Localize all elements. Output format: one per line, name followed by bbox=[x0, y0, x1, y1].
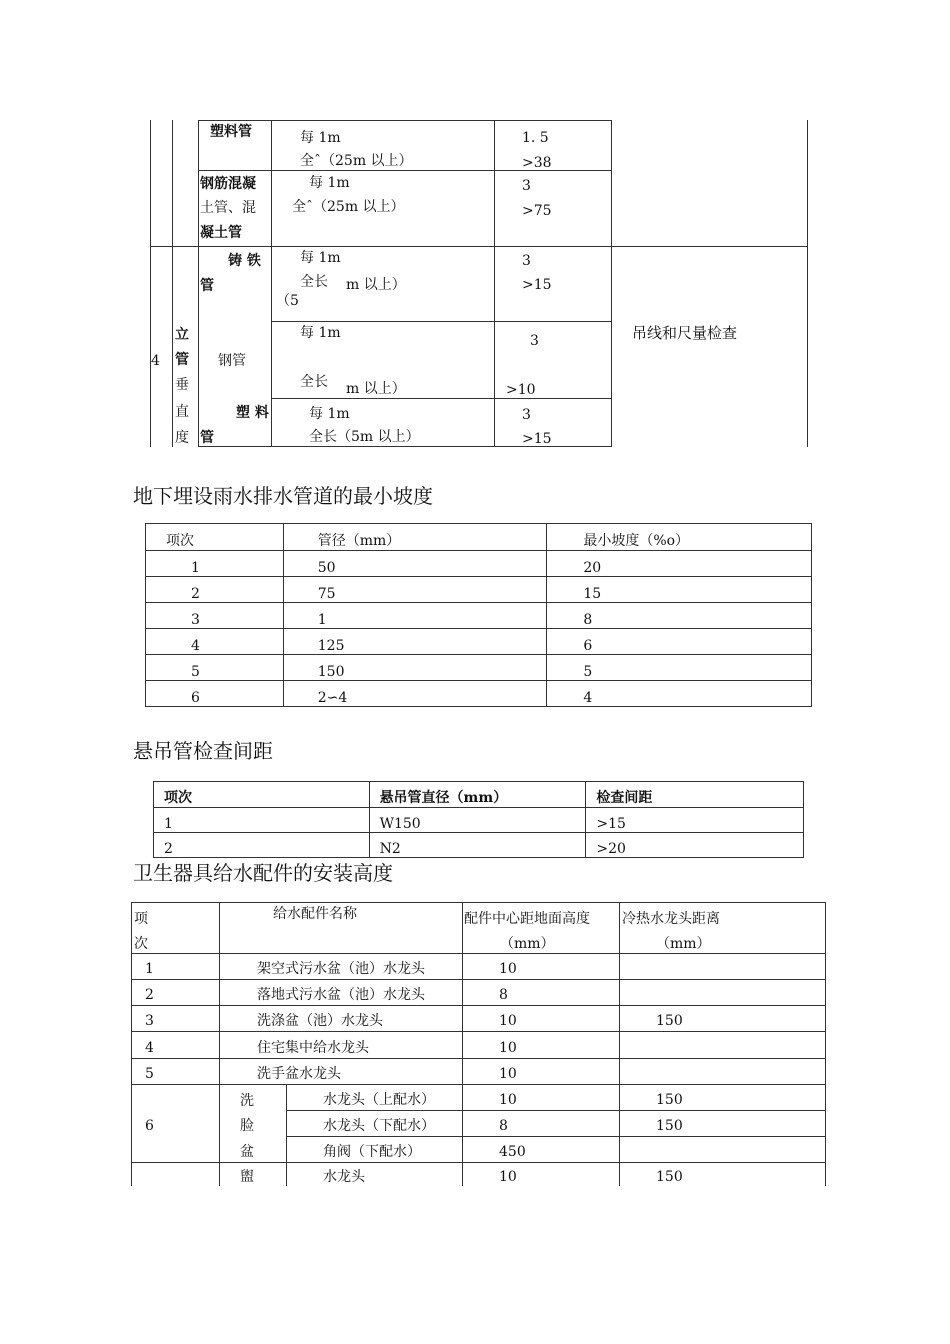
table-cell: 75 bbox=[283, 577, 547, 603]
table-cell: 4 bbox=[145, 1040, 154, 1056]
table-cell: 1 bbox=[154, 808, 370, 833]
item-number: 4 bbox=[151, 353, 160, 369]
per-meter-text: 每 1m bbox=[300, 325, 341, 341]
table-cell: 8 bbox=[499, 987, 508, 1003]
table-cell: 10 bbox=[499, 1092, 517, 1108]
table-cell: 3 bbox=[146, 603, 284, 629]
table-border bbox=[198, 120, 612, 121]
basin-label-char: 盆 bbox=[240, 1144, 254, 1160]
table-cell: 150 bbox=[656, 1092, 683, 1108]
basin-label-char: 脸 bbox=[240, 1118, 254, 1134]
tolerance-value: 3 bbox=[522, 178, 531, 194]
rc-pipe-label: 土管、混 bbox=[200, 200, 256, 216]
table-cell: 150 bbox=[656, 1169, 683, 1185]
table-cell: 洗手盆水龙头 bbox=[257, 1066, 341, 1082]
column-header: 配件中心距地面高度 bbox=[464, 911, 590, 927]
table-cell: 15 bbox=[547, 577, 812, 603]
table-cell: 50 bbox=[283, 551, 547, 577]
table-cell: 10 bbox=[499, 1013, 517, 1029]
table-cell: 6 bbox=[547, 629, 812, 655]
table-cell: 落地式污水盆（池）水龙头 bbox=[257, 987, 425, 1003]
column-header: 次 bbox=[134, 936, 148, 952]
table-cell: 10 bbox=[499, 961, 517, 977]
table-cell: 5 bbox=[547, 655, 812, 681]
full-length-text: m 以上） bbox=[346, 277, 406, 293]
table-border bbox=[271, 398, 612, 399]
table-row bbox=[146, 603, 812, 629]
table-border bbox=[150, 246, 808, 247]
table-border bbox=[131, 902, 826, 903]
item-name-char: 管 bbox=[175, 352, 189, 368]
column-header: （mm） bbox=[656, 936, 711, 952]
tolerance-value: >75 bbox=[522, 203, 552, 219]
column-header: 给水配件名称 bbox=[273, 906, 357, 922]
table-border bbox=[825, 902, 826, 1186]
tolerance-value: 3 bbox=[530, 333, 539, 349]
tolerance-value: >15 bbox=[522, 431, 552, 447]
column-header: 项次 bbox=[146, 524, 284, 551]
inspection-method: 吊线和尺量检查 bbox=[632, 324, 738, 342]
table-cell: 2 bbox=[145, 987, 154, 1003]
column-header: 项 bbox=[134, 911, 148, 927]
table-cell: 5 bbox=[146, 655, 284, 681]
column-header: 管径（mm） bbox=[283, 524, 547, 551]
table-cell: 洗涤盆（池）水龙头 bbox=[257, 1013, 383, 1029]
column-header: 检查间距 bbox=[586, 782, 804, 808]
item-name-char: 度 bbox=[175, 430, 189, 446]
table-border bbox=[462, 902, 463, 1186]
tolerance-value: 3 bbox=[522, 407, 531, 423]
table-border bbox=[131, 953, 826, 954]
hanging-pipe-table bbox=[153, 781, 804, 858]
full-length-text: 全长 bbox=[300, 274, 328, 290]
table-cell: 4 bbox=[547, 681, 812, 707]
table-cell: 水龙头（上配水） bbox=[323, 1092, 435, 1108]
table-border bbox=[807, 120, 808, 447]
plastic-pipe-label: 塑 料 bbox=[236, 405, 269, 421]
per-meter-text: 每 1m bbox=[309, 175, 350, 191]
table-cell: 角阀（下配水） bbox=[323, 1144, 421, 1160]
column-header: 最小坡度（%o） bbox=[547, 524, 812, 551]
table-cell: 10 bbox=[499, 1040, 517, 1056]
table-row bbox=[146, 655, 812, 681]
tolerance-value: >10 bbox=[506, 382, 536, 398]
table-cell: 水龙头（下配水） bbox=[323, 1118, 435, 1134]
table-border bbox=[131, 1058, 826, 1059]
table-cell: 150 bbox=[656, 1118, 683, 1134]
tolerance-value: >15 bbox=[522, 277, 552, 293]
rc-pipe-label: 钢筋混凝 bbox=[200, 176, 256, 192]
table-cell: >15 bbox=[586, 808, 804, 833]
table-cell: 150 bbox=[283, 655, 547, 681]
per-meter-text: 每 1m bbox=[300, 130, 341, 146]
table-cell: 2 bbox=[146, 577, 284, 603]
item-number: 6 bbox=[145, 1118, 154, 1134]
table-border bbox=[131, 1084, 826, 1085]
table-border bbox=[286, 1110, 826, 1111]
plastic-pipe-label: 塑料管 bbox=[210, 124, 252, 140]
table-cell: 1 bbox=[145, 961, 154, 977]
table-border bbox=[271, 321, 612, 322]
table-cell: 5 bbox=[145, 1066, 154, 1082]
item-name-char: 立 bbox=[175, 327, 189, 343]
full-length-text: （5 bbox=[276, 293, 299, 309]
table-cell: 8 bbox=[499, 1118, 508, 1134]
table-border bbox=[150, 120, 151, 447]
table-cell: >20 bbox=[586, 833, 804, 858]
tolerance-value: 3 bbox=[522, 253, 531, 269]
table-cell: 10 bbox=[499, 1169, 517, 1185]
per-meter-text: 每 1m bbox=[309, 406, 350, 422]
table-border bbox=[172, 120, 173, 447]
table-row bbox=[154, 833, 804, 858]
table-cell: N2 bbox=[369, 833, 586, 858]
table-cell: W150 bbox=[369, 808, 586, 833]
table-cell: 2 bbox=[154, 833, 370, 858]
slope-table bbox=[145, 523, 812, 707]
table-row bbox=[146, 551, 812, 577]
table-border bbox=[286, 1136, 826, 1137]
full-length-text: 全ˆ（25m 以上） bbox=[292, 199, 405, 215]
basin-label-char: 洗 bbox=[240, 1093, 254, 1109]
full-length-text: 全长（5m 以上） bbox=[309, 429, 420, 445]
steel-pipe-label: 钢管 bbox=[218, 353, 246, 369]
full-length-text: 全ˆ（25m 以上） bbox=[300, 153, 413, 169]
table-cell: 1 bbox=[146, 551, 284, 577]
cast-iron-label: 铸 铁 bbox=[228, 253, 261, 269]
full-length-text: 全长 bbox=[300, 374, 328, 390]
slope-heading: 地下埋设雨水排水管道的最小坡度 bbox=[133, 484, 433, 508]
table-cell: 住宅集中给水龙头 bbox=[257, 1040, 369, 1056]
table-row bbox=[146, 629, 812, 655]
table-cell: 1 bbox=[283, 603, 547, 629]
fixture-heading: 卫生器具给水配件的安装高度 bbox=[133, 861, 393, 885]
table-row bbox=[154, 808, 804, 833]
tolerance-value: 1. 5 bbox=[522, 130, 549, 146]
hanging-pipe-heading: 悬吊管检查间距 bbox=[133, 739, 273, 763]
tolerance-value: >38 bbox=[522, 155, 552, 171]
table-cell: 4 bbox=[146, 629, 284, 655]
rc-pipe-label: 凝土管 bbox=[200, 225, 242, 241]
table-cell: 6 bbox=[146, 681, 284, 707]
table-row bbox=[146, 577, 812, 603]
table-cell: 125 bbox=[283, 629, 547, 655]
table-cell: 架空式污水盆（池）水龙头 bbox=[257, 961, 425, 977]
column-header: （mm） bbox=[500, 936, 555, 952]
column-header: 悬吊管直径（mm） bbox=[369, 782, 586, 808]
table-border bbox=[286, 1084, 287, 1186]
column-header: 冷热水龙头距离 bbox=[622, 911, 720, 927]
washstand-label: 盥 bbox=[240, 1169, 254, 1185]
full-length-text: m 以上） bbox=[346, 381, 406, 397]
table-cell: 450 bbox=[499, 1144, 526, 1160]
plastic-pipe-label: 管 bbox=[200, 430, 214, 446]
table-cell: 10 bbox=[499, 1066, 517, 1082]
cast-iron-label: 管 bbox=[200, 278, 214, 294]
per-meter-text: 每 1m bbox=[300, 250, 341, 266]
column-header: 项次 bbox=[154, 782, 370, 808]
table-row bbox=[146, 681, 812, 707]
table-cell: 150 bbox=[656, 1013, 683, 1029]
table-cell: 20 bbox=[547, 551, 812, 577]
item-name-char: 垂 bbox=[175, 377, 189, 393]
table-border bbox=[131, 902, 132, 1186]
table-border bbox=[219, 902, 220, 1186]
table-border bbox=[619, 902, 620, 1186]
item-name-char: 直 bbox=[175, 404, 189, 420]
table-border bbox=[131, 1005, 826, 1006]
table-cell: 2∽4 bbox=[283, 681, 547, 707]
table-border bbox=[131, 1162, 826, 1163]
table-cell: 3 bbox=[145, 1013, 154, 1029]
table-cell: 水龙头 bbox=[323, 1169, 365, 1185]
table-border bbox=[131, 1031, 826, 1032]
table-border bbox=[131, 979, 826, 980]
table-cell: 8 bbox=[547, 603, 812, 629]
